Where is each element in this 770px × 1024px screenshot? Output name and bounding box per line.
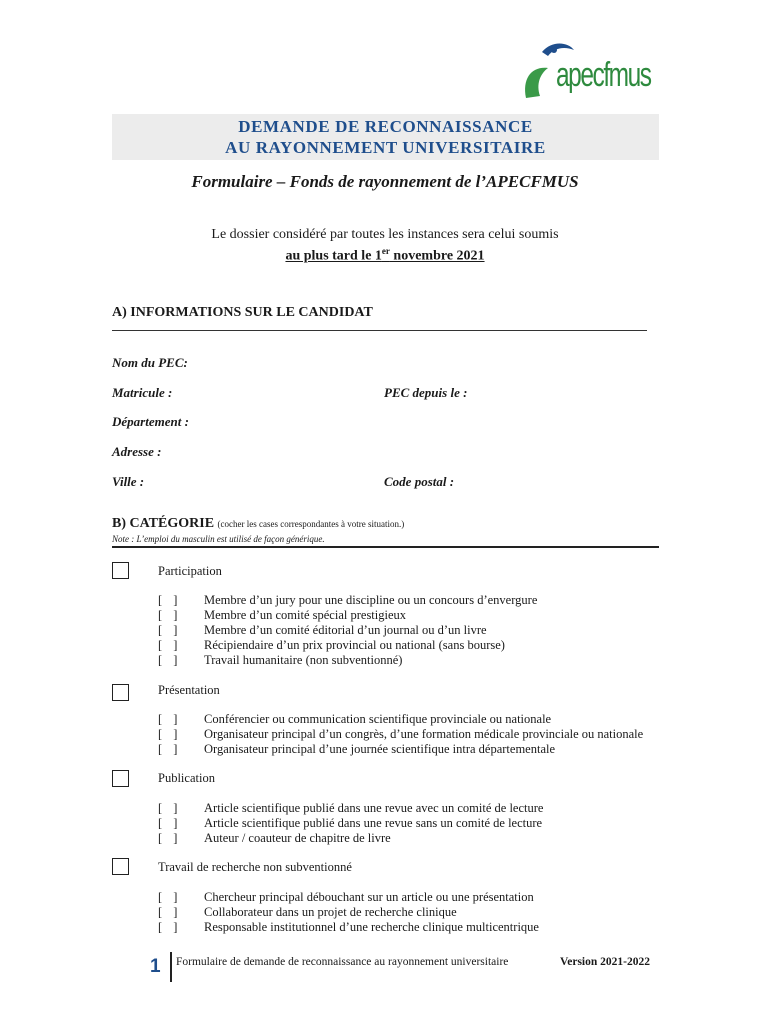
checkbox-participation[interactable] (112, 562, 129, 579)
field-matricule[interactable]: Matricule : (112, 385, 173, 400)
list-item[interactable] (158, 831, 391, 846)
item-checkbox[interactable]: [ ] (158, 623, 182, 637)
item-label: Récipiendaire d’un prix provincial ou national (sans bourse) (204, 638, 505, 652)
item-label: Membre d’un comité spécial prestigieux (204, 608, 407, 622)
list-item[interactable] (158, 920, 539, 935)
list-item[interactable] (158, 608, 406, 623)
apecfmus-logo (518, 38, 668, 106)
item-checkbox[interactable]: [ ] (158, 712, 182, 726)
section-b-divider (112, 546, 659, 548)
category-title-participation: Participation (158, 564, 222, 578)
item-label: Auteur / coauteur de chapitre de livre (204, 831, 391, 845)
checkbox-recherche[interactable] (112, 858, 129, 875)
item-label: Article scientifique publié dans une revue sans un comité de lecture (204, 816, 543, 830)
item-label: Collaborateur dans un projet de recherche clinique (204, 905, 457, 919)
section-b-title-row (112, 516, 404, 532)
item-checkbox[interactable]: [ ] (158, 920, 182, 934)
item-checkbox[interactable]: [ ] (158, 742, 182, 756)
list-item[interactable] (158, 653, 402, 668)
deadline-text (0, 243, 770, 265)
item-checkbox[interactable]: [ ] (158, 608, 182, 622)
footer-version: Version 2021-2022 (560, 956, 650, 968)
category-title-recherche: Travail de recherche non subventionné (158, 860, 352, 874)
title-band (112, 114, 659, 160)
checkbox-presentation[interactable] (112, 684, 129, 701)
item-label: Chercheur principal débouchant sur un article ou une présentation (204, 890, 534, 904)
item-label: Membre d’un jury pour une discipline ou un concours d’envergure (204, 593, 538, 607)
item-label: Membre d’un comité éditorial d’un journal ou d’un livre (204, 623, 487, 637)
item-label: Travail humanitaire (non subventionné) (204, 653, 403, 667)
list-item[interactable] (158, 890, 534, 905)
field-code-postal[interactable]: Code postal : (384, 474, 455, 489)
footer-divider (170, 952, 172, 982)
deadline-sup: er (381, 246, 390, 256)
deadline-post: novembre 2021 (389, 248, 485, 264)
list-item[interactable] (158, 593, 537, 608)
list-item[interactable] (158, 801, 543, 816)
list-item[interactable] (158, 638, 505, 653)
category-title-publication: Publication (158, 771, 215, 785)
checkbox-publication[interactable] (112, 770, 129, 787)
field-pec-depuis[interactable]: PEC depuis le : (384, 385, 468, 400)
field-adresse[interactable]: Adresse : (112, 444, 162, 459)
item-checkbox[interactable]: [ ] (158, 593, 182, 607)
section-a-divider (112, 330, 647, 331)
list-item[interactable] (158, 712, 551, 727)
item-checkbox[interactable]: [ ] (158, 816, 182, 830)
item-label: Responsable institutionnel d’une recherche clinique multicentrique (204, 920, 539, 934)
page-number: 1 (150, 956, 161, 977)
field-ville[interactable]: Ville : (112, 474, 145, 489)
item-label: Organisateur principal d’un congrès, d’une formation médicale provinciale ou nationale (204, 727, 644, 741)
item-checkbox[interactable]: [ ] (158, 831, 182, 845)
section-b-note: Note : L’emploi du masculin est utilisé de façon générique. (112, 534, 325, 544)
item-checkbox[interactable]: [ ] (158, 638, 182, 652)
field-nom[interactable]: Nom du PEC: (112, 355, 188, 370)
item-checkbox[interactable]: [ ] (158, 890, 182, 904)
item-checkbox[interactable]: [ ] (158, 801, 182, 815)
item-checkbox[interactable]: [ ] (158, 905, 182, 919)
section-b-title: B) CATÉGORIE (112, 516, 215, 531)
list-item[interactable] (158, 623, 487, 638)
list-item[interactable] (158, 905, 457, 920)
item-label: Article scientifique publié dans une revue avec un comité de lecture (204, 801, 544, 815)
deadline-pre: au plus tard le 1 (285, 248, 382, 264)
item-checkbox[interactable]: [ ] (158, 653, 182, 667)
section-b-hint: (cocher les cases correspondantes à votre situation.) (217, 519, 405, 529)
intro-block (0, 226, 770, 265)
field-departement[interactable]: Département : (112, 414, 189, 429)
item-label: Conférencier ou communication scientifique provinciale ou nationale (204, 712, 552, 726)
item-checkbox[interactable]: [ ] (158, 727, 182, 741)
page-title-line2: AU RAYONNEMENT UNIVERSITAIRE (225, 138, 546, 157)
list-item[interactable] (158, 742, 555, 757)
list-item[interactable] (158, 727, 643, 742)
page-title-line1: DEMANDE DE RECONNAISSANCE (238, 117, 533, 136)
intro-text: Le dossier considéré par toutes les instances sera celui soumis (211, 227, 559, 242)
item-label: Organisateur principal d’une journée scientifique intra départementale (204, 742, 556, 756)
section-a-title: A) INFORMATIONS SUR LE CANDIDAT (112, 305, 373, 320)
category-title-presentation: Présentation (158, 683, 220, 697)
footer-text: Formulaire de demande de reconnaissance au rayonnement universitaire (176, 956, 509, 968)
logo-text: apecfmus (556, 56, 651, 94)
form-subtitle: Formulaire – Fonds de rayonnement de l’APECFMUS (191, 172, 579, 191)
list-item[interactable] (158, 816, 542, 831)
